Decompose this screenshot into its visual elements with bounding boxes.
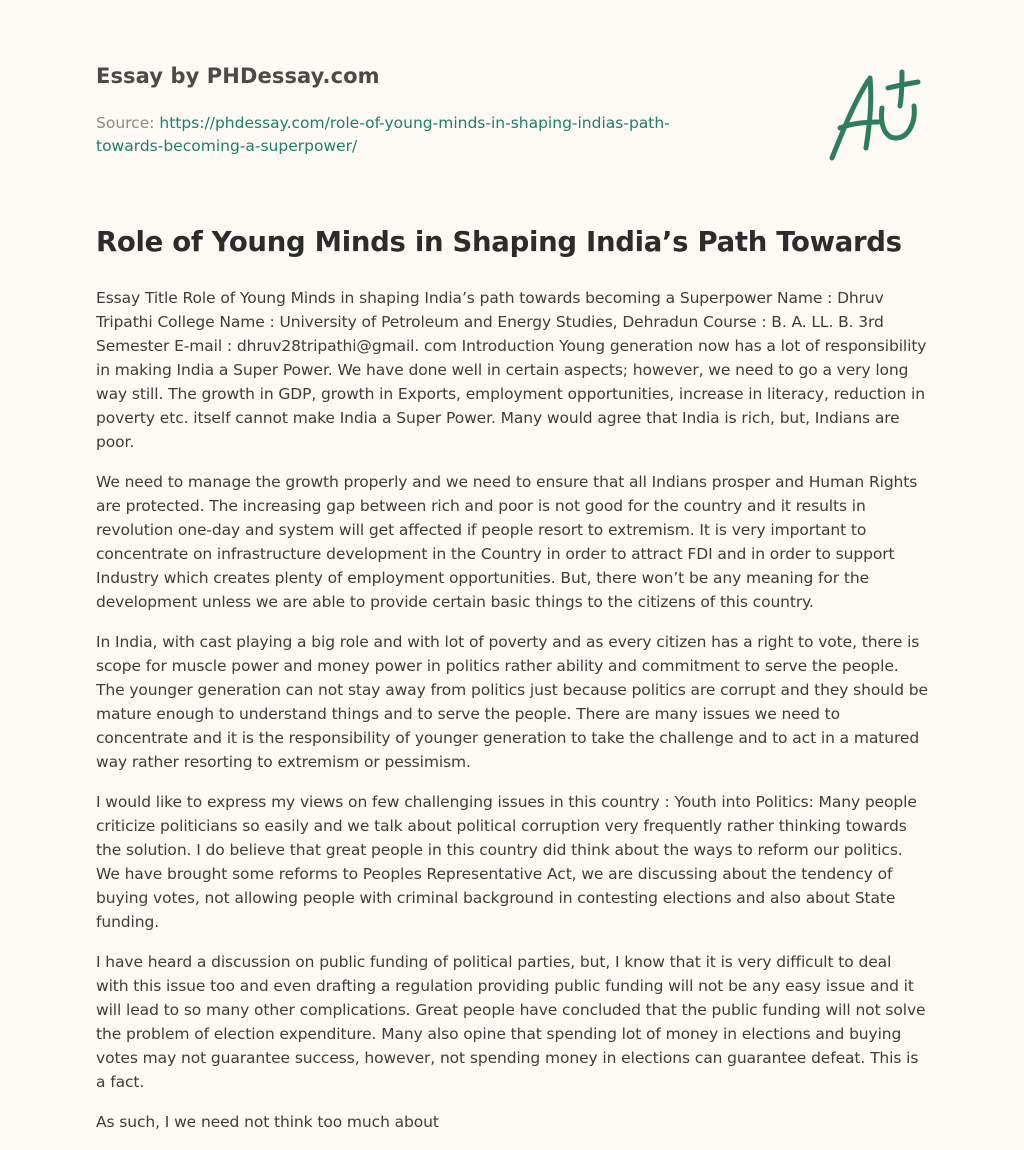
essay-paragraph: I have heard a discussion on public funding of political parties, but, I know that it is very difficult to deal with this issue too and even drafting a regulation providing public funding will not be any easy issue and it will lead to so many other complications. Great people have concluded that the public funding will not solve the problem of election expenditure. Many also opine that spending lot of money in elections and buying votes may not guarantee success, however, not spending money in elections can guarantee defeat. This is a fact. bbox=[96, 953, 926, 1091]
source-link[interactable]: https://phdessay.com/role-of-young-minds-in-shaping-indias-path-towards-becoming-a-superpower/ bbox=[96, 114, 670, 155]
site-title: Essay by PHDessay.com bbox=[96, 64, 380, 88]
source-label: Source: bbox=[96, 114, 160, 132]
a-plus-logo-icon bbox=[826, 68, 930, 164]
essay-paragraph: Essay Title Role of Young Minds in shaping India’s path towards becoming a Superpower Name : Dhruv Tripathi College Name : University of Petroleum and Energy Studies, Dehradun Course : B. A. LL. B. 3rd Semester E-mail : dhruv28tripathi@gmail. com Introduction Young generation now has a lot of responsibility in making India a Super Power. We have done well in certain aspects; however, we need to go a very long way still. The growth in GDP, growth in Exports, employment opportunities, increase in literacy, reduction in poverty etc. itself cannot make India a Super Power. Many would agree that India is rich, but, Indians are poor. bbox=[96, 289, 927, 451]
essay-body bbox=[96, 286, 928, 1150]
essay-paragraph: In India, with cast playing a big role and with lot of poverty and as every citizen has a right to vote, there is scope for muscle power and money power in politics rather ability and commitment to serve the people. The younger generation can not stay away from politics just because politics are corrupt and they should be mature enough to understand things and to serve the people. There are many issues we need to concentrate and it is the responsibility of younger generation to take the challenge and to act in a matured way rather resorting to extremism or pessimism. bbox=[96, 633, 928, 771]
essay-paragraph: We need to manage the growth properly and we need to ensure that all Indians prosper and Human Rights are protected. The increasing gap between rich and poor is not good for the country and it results in revolution one-day and system will get affected if people resort to extremism. It is very important to concentrate on infrastructure development in the Country in order to attract FDI and in order to support Industry which creates plenty of employment opportunities. But, there won’t be any meaning for the development unless we are able to provide certain basic things to the citizens of this country. bbox=[96, 473, 918, 611]
source-line bbox=[96, 112, 736, 158]
essay-paragraph: As such, I we need not think too much about bbox=[96, 1113, 439, 1131]
a-plus-logo bbox=[826, 68, 930, 164]
essay-paragraph: I would like to express my views on few challenging issues in this country : Youth into Politics: Many people criticize politicians so easily and we talk about political corruption very frequently rather thinking towards the solution. I do believe that great people in this country did think about the ways to reform our politics. We have brought some reforms to Peoples Representative Act, we are discussing about the tendency of buying votes, not allowing people with criminal background in contesting elections and also about State funding. bbox=[96, 793, 917, 931]
essay-title: Role of Young Minds in Shaping India’s Path Towards bbox=[96, 226, 902, 258]
